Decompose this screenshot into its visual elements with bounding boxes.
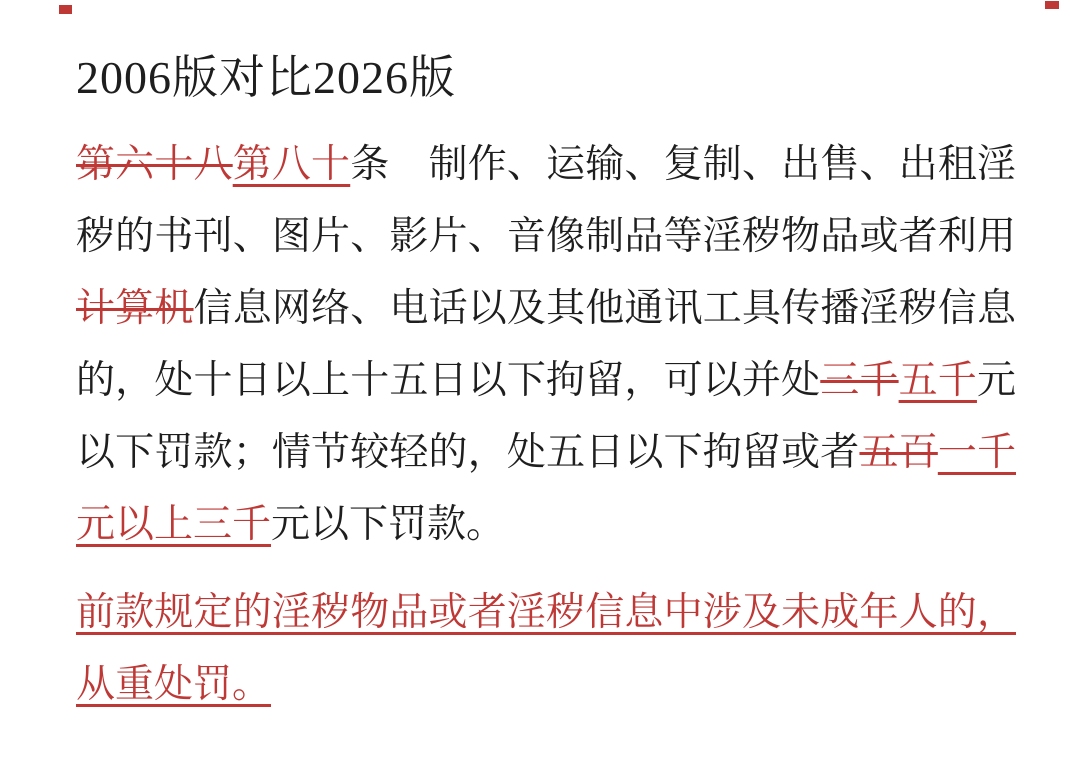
deleted-text: 三千 xyxy=(820,358,899,402)
deleted-text: 五百 xyxy=(859,430,938,474)
body-text: 条 制作、运输、复制、出售、出租淫秽的书刊、图片、影片、音像制品等淫秽物品或者利用 xyxy=(76,142,1016,258)
inserted-text: 五千 xyxy=(898,358,977,402)
inserted-text: 第八十 xyxy=(232,142,351,186)
inserted-text: 一千元以上三千 xyxy=(76,430,1016,546)
inserted-text: 前款规定的淫秽物品或者淫秽信息中涉及未成年人的，从重处罚。 xyxy=(76,590,1016,706)
deleted-text: 计算机 xyxy=(76,286,194,330)
corner-mark-top-right-icon xyxy=(1045,1,1059,9)
corner-mark-top-left-icon xyxy=(59,5,72,14)
body-text: 元以下罚款。 xyxy=(271,502,506,546)
body-text: 元以下罚款；情节较轻的，处五日以下拘留或者 xyxy=(76,358,1016,474)
deleted-text: 第六十八 xyxy=(76,142,233,186)
body-text: 信息网络、电话以及其他通讯工具传播淫秽信息的，处十日以上十五日以下拘留，可以并处 xyxy=(76,286,1016,402)
page-title: 2006版对比2026版 xyxy=(76,52,456,103)
added-paragraph xyxy=(76,577,1016,721)
article-paragraph-with-revisions xyxy=(76,129,1016,561)
